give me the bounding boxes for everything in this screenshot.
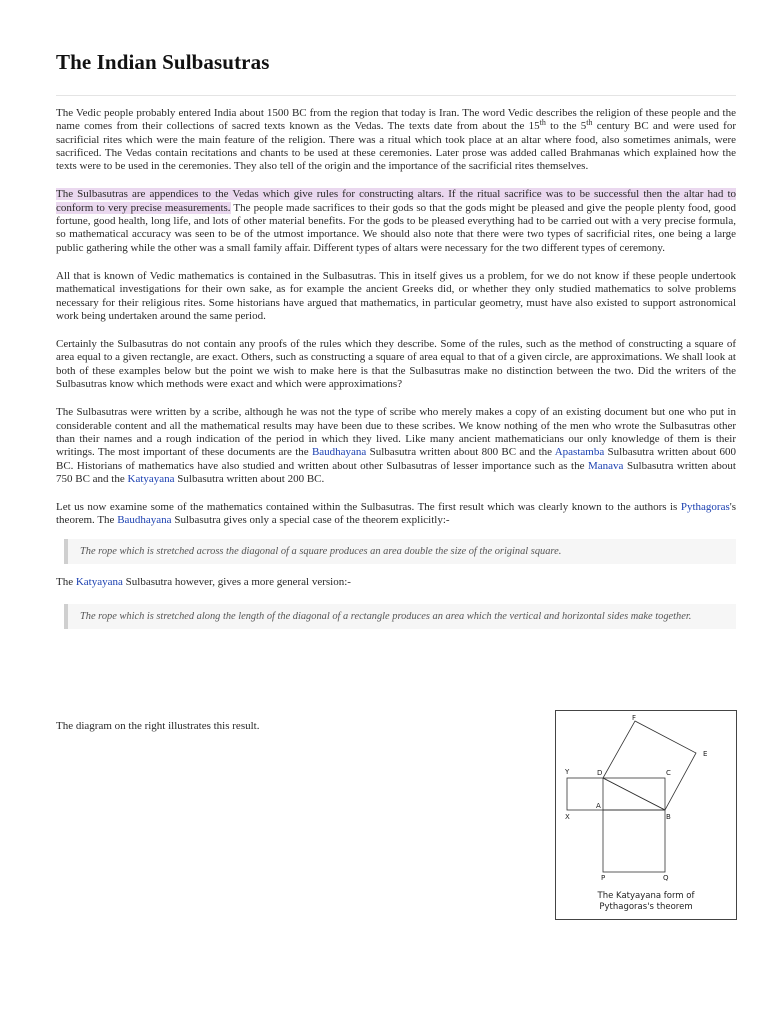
paragraph-6-text-b: 's theorem. The	[56, 501, 736, 527]
paragraph-6-text-a: Let us now examine some of the mathematics contained within the Sulbasutras. The first result which was clearly known to the authors is	[56, 501, 681, 514]
label-c: C	[666, 769, 671, 777]
blockquote-katyayana: The rope which is stretched along the length of the diagonal of a rectangle produces an area which the vertical and horizontal sides make together.	[64, 604, 736, 629]
square-dfeb	[603, 721, 696, 810]
label-a: A	[596, 802, 601, 810]
diagram-caption-line-1: The Katyayana form of	[597, 891, 695, 901]
label-b: B	[666, 813, 671, 821]
diagonal-db	[603, 778, 665, 810]
paragraph-5	[56, 406, 736, 486]
paragraph-5-text-c: Sulbasutra written about 600 BC. Historians of mathematics have also studied and written about other Sulbasutras of lesser importance such as the	[56, 446, 736, 472]
paragraph-8: The diagram on the right illustrates this result.	[56, 720, 260, 732]
paragraph-5-text-d: Sulbasutra written about 750 BC and the	[56, 459, 736, 485]
paragraph-2	[56, 188, 736, 254]
paragraph-6	[56, 501, 736, 528]
superscript-th: th	[586, 118, 593, 128]
paragraph-5-text-e: Sulbasutra written about 200 BC.	[174, 472, 325, 485]
paragraph-4: Certainly the Sulbasutras do not contain any proofs of the rules which they describe. Some of the rules, such as the method of constructing a square of area equal to a given rectangle, are exact. Others, such as constructing a square of area equal to that of a given circle, are approximations. We shall look at both of these examples below but the point we wish to make here is that the Sulbasutras make no distinction between the two. Did the writers of the Sulbasutras know which methods were exact and which were approximations?	[56, 338, 736, 391]
label-x: X	[565, 813, 570, 821]
link-manava[interactable]: Manava	[588, 459, 624, 472]
link-apastamba[interactable]: Apastamba	[554, 446, 605, 459]
rectangle-xydb	[567, 778, 665, 810]
link-katyayana[interactable]: Katyayana	[75, 575, 123, 588]
title-divider	[56, 95, 736, 96]
highlighted-text: The Sulbasutras are appendices to the Vedas which give rules for constructing altars. If the ritual sacrifice was to be successful then the altar had to conform to very precise measurements.	[56, 188, 736, 214]
superscript-th: th	[539, 118, 546, 128]
diagram-drawing	[556, 711, 736, 919]
blockquote-baudhayana: The rope which is stretched across the diagonal of a square produces an area double the size of the original square.	[64, 539, 736, 564]
paragraph-2-text: The people made sacrifices to their gods so that the gods might be pleased and give the people plenty food, good fortune, good health, long life, and lots of other material benefits. For the gods to be pleased everything had to be carried out with a very precise formula, so mathematical accuracy was seen to be of the utmost importance. We should also note that there were two types of sacrificial rites, one being a large public gathering while the other was a small family affair. Different types of altars were necessary for the two different types of ceremony.	[56, 201, 736, 254]
label-q: Q	[663, 874, 669, 882]
paragraph-7-text-b: Sulbasutra however, gives a more general version:-	[122, 575, 351, 588]
link-katyayana[interactable]: Katyayana	[127, 472, 175, 485]
diagram-intro	[56, 720, 259, 748]
paragraph-1-text-a: The Vedic people probably entered India about 1500 BC from the region that today is Iran. The word Vedic describes the religion of these people and the name comes from their collections of sacred texts known as the Vedas. The texts date from about the 15	[56, 107, 736, 133]
link-baudhayana[interactable]: Baudhayana	[117, 514, 172, 527]
article-body	[56, 107, 736, 641]
paragraph-7-text-a: The	[56, 575, 76, 588]
paragraph-5-text-a: The Sulbasutras were written by a scribe, although he was not the type of scribe who merely makes a copy of an existing document but one who put in considerable content and all the mathematical results may have been due to these scribes. We know nothing of the men who wrote the Sulbasutras other than their names and a rough indication of the period in which they lived. Like many ancient mathematicians our only knowledge of them is their writings. The most important of these documents are the	[56, 406, 736, 459]
paragraph-1-text-b: to the 5	[545, 120, 587, 133]
square-apqb	[603, 810, 665, 872]
paragraph-6-text-c: Sulbasutra gives only a special case of the theorem explicitly:-	[171, 514, 450, 527]
label-f: F	[632, 714, 637, 722]
label-e: E	[703, 750, 708, 758]
link-baudhayana[interactable]: Baudhayana	[311, 446, 367, 459]
label-y: Y	[565, 768, 570, 776]
paragraph-7	[56, 576, 736, 589]
paragraph-5-text-b: Sulbasutra written about 800 BC and the	[366, 446, 555, 459]
page-title: The Indian Sulbasutras	[56, 50, 270, 74]
pythagoras-diagram	[555, 710, 737, 920]
paragraph-3: All that is known of Vedic mathematics is contained in the Sulbasutras. This in itself gives us a problem, for we do not know if these people undertook mathematical investigations for their own sake, as for example the ancient Greeks did, or whether they only studied mathematics to solve problems necessary for their religious rites. Some historians have argued that mathematics, in particular geometry, must have also existed to support astronomical work being undertaken around the same period.	[56, 269, 736, 322]
paragraph-1	[56, 107, 736, 173]
link-pythagoras[interactable]: Pythagoras	[680, 501, 730, 514]
label-p: P	[601, 874, 606, 882]
diagram-caption	[556, 891, 736, 913]
paragraph-1-text-c: century BC and were used for sacrificial rites which were the main feature of the religion. There was a ritual which took place at an altar where food, also sometimes animals, were sacrificed. The Vedas contain recitations and chants to be used at these ceremonies. Later prose was added called Brahmanas which explained how the texts were to be used in the ceremonies. They also tell of the origin and the importance of the sacrificial rites themselves.	[56, 120, 736, 173]
diagram-caption-line-2: Pythagoras's theorem	[599, 902, 693, 912]
label-d: D	[597, 769, 603, 777]
